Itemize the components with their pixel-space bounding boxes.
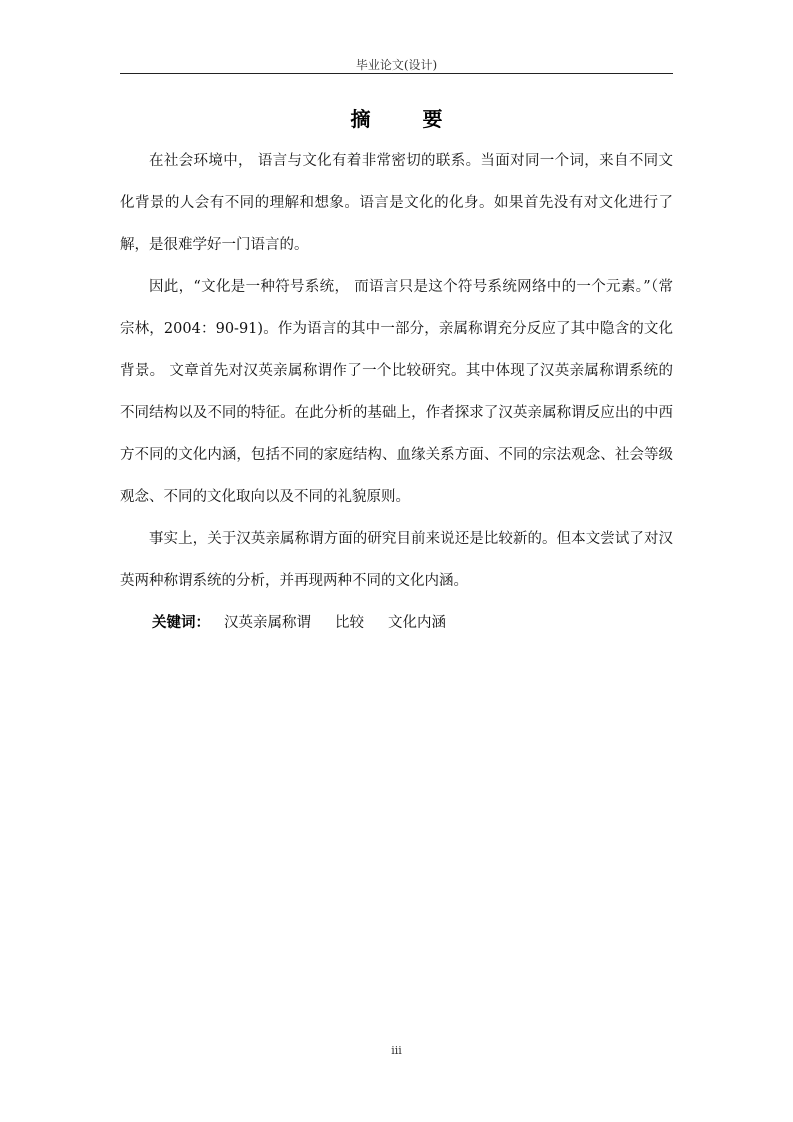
keywords-line [120, 602, 673, 644]
header-rule [120, 73, 673, 74]
keyword-item: 比较 [335, 615, 364, 631]
running-header: 毕业论文(设计) [355, 58, 438, 72]
abstract-paragraph-3: 事实上，关于汉英亲属称谓方面的研究目前来说还是比较新的。但本文尝试了对汉英两种称谓系统的分析，并再现两种不同的文化内涵。 [120, 531, 673, 589]
keyword-item: 汉英亲属称谓 [224, 615, 311, 631]
keyword-item: 文化内涵 [388, 615, 446, 631]
abstract-paragraph-2: 因此，“文化是一种符号系统， 而语言只是这个符号系统网络中的一个元素。”（常宗林，2004：90-91)。作为语言的其中一部分，亲属称谓充分反应了其中隐含的文化背景。 文章首先对汉英亲属称谓作了一个比较研究。其中体现了汉英亲属称谓系统的不同结构以及不同的特征。在此分析的基础上，作者探求了汉英亲属称谓反应出的中西方不同的文化内涵，包括不同的家庭结构、血缘关系方面、不同的宗法观念、社会等级观念、不同的文化取向以及不同的礼貌原则。 [120, 279, 673, 505]
abstract-title: 摘要 [350, 107, 495, 131]
abstract-paragraph-1: 在社会环境中， 语言与文化有着非常密切的联系。当面对同一个词，来自不同文化背景的人会有不同的理解和想象。语言是文化的化身。如果首先没有对文化进行了解，是很难学好一门语言的。 [120, 153, 673, 253]
abstract-body [120, 140, 673, 644]
page-number: iii [391, 1044, 402, 1057]
keywords-label: 关键词： [152, 615, 210, 631]
